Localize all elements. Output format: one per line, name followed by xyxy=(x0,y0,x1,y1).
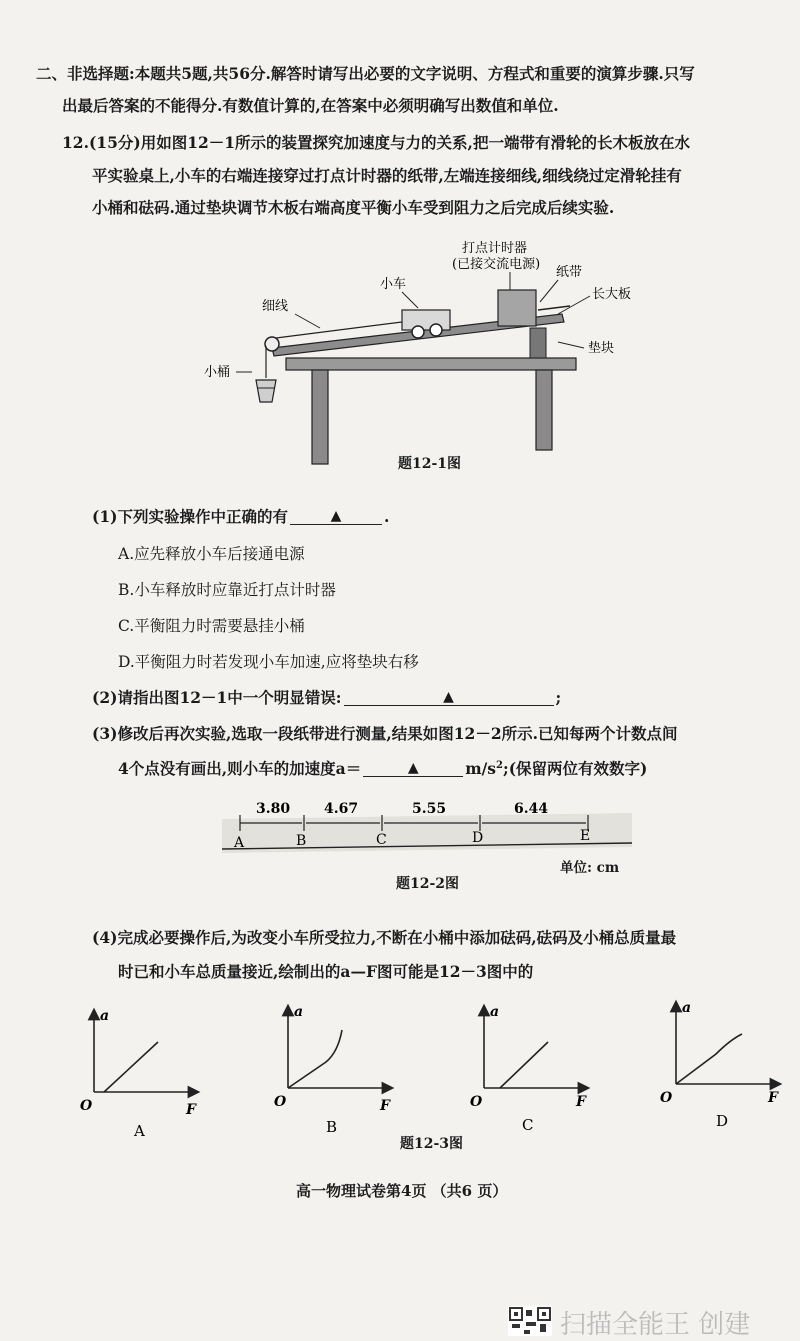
part3-unit: m/s xyxy=(465,759,497,778)
section-instructions-line2: 出最后答案的不能得分.有数值计算的,在答案中必须明确写出数值和单位. xyxy=(62,96,559,115)
graph-a-x-axis: F xyxy=(186,1102,196,1118)
part1-stem-end: . xyxy=(383,507,390,526)
answer-triangle-icon: ▲ xyxy=(443,689,454,705)
option-b: B.小车释放时应靠近打点计时器 xyxy=(118,581,336,599)
timer-label-note: (已接交流电源) xyxy=(452,257,541,272)
apparatus-figure xyxy=(180,230,632,470)
answer-triangle-icon: ▲ xyxy=(330,508,342,524)
tape-point-d: D xyxy=(472,830,484,846)
timer-label: 打点计时器 xyxy=(462,241,528,256)
a-f-graphs-figure xyxy=(70,1000,790,1142)
tape-label: 纸带 xyxy=(556,265,583,280)
tape-point-b: B xyxy=(296,833,307,849)
graph-d-origin: O xyxy=(660,1090,673,1106)
page-footer: 高一物理试卷第4页 （共6 页） xyxy=(296,1182,508,1200)
paper-tape-figure xyxy=(222,785,642,867)
graph-d-label: D xyxy=(716,1112,729,1130)
part3-tail: ;(保留两位有效数字) xyxy=(503,759,648,778)
graph-d-y-axis: a xyxy=(682,1000,692,1016)
tape-segment-ab: 3.80 xyxy=(256,801,291,817)
graph-b-origin: O xyxy=(274,1094,287,1110)
graph-c-y-axis: a xyxy=(490,1004,500,1020)
tape-unit: 单位: cm xyxy=(560,860,620,876)
q12-intro-line1: 12.(15分)用如图12－1所示的装置探究加速度与力的关系,把一端带有滑轮的长木板放在水 xyxy=(62,133,690,152)
q12-part1-stem xyxy=(92,505,389,527)
option-a: A.应先释放小车后接通电源 xyxy=(118,545,305,563)
graph-a-y-axis: a xyxy=(100,1008,110,1024)
part2-stem-text: (2)请指出图12－1中一个明显错误: xyxy=(92,688,342,707)
figure-12-1-caption: 题12-1图 xyxy=(398,456,462,472)
option-d: D.平衡阻力时若发现小车加速,应将垫块右移 xyxy=(118,653,419,671)
part1-answer-blank[interactable] xyxy=(290,505,382,525)
part3-answer-blank[interactable] xyxy=(363,757,463,777)
tape-segment-bc: 4.67 xyxy=(324,801,359,817)
q12-part4-stem2: 时已和小车总质量接近,绘制出的a—F图可能是12－3图中的 xyxy=(118,962,534,981)
q12-intro-line2: 平实验桌上,小车的右端连接穿过打点计时器的纸带,左端连接细线,细线绕过定滑轮挂有 xyxy=(92,166,682,185)
tape-point-a: A xyxy=(234,835,245,851)
scanner-watermark: 扫描全能王 创建 xyxy=(560,1310,751,1340)
car-label: 小车 xyxy=(380,277,407,292)
tape-segment-de: 6.44 xyxy=(514,801,549,817)
tape-point-c: C xyxy=(376,832,387,848)
tape-point-e: E xyxy=(580,828,591,844)
block-label: 垫块 xyxy=(588,341,615,356)
part1-stem-text: (1)下列实验操作中正确的有 xyxy=(92,507,288,526)
q12-part2-stem xyxy=(92,686,561,708)
board-label: 长大板 xyxy=(592,287,632,302)
graph-b-x-axis: F xyxy=(380,1098,390,1114)
graph-c-x-axis: F xyxy=(576,1094,586,1110)
graph-a-origin: O xyxy=(80,1098,93,1114)
graph-c-label: C xyxy=(522,1116,534,1134)
bucket-label: 小桶 xyxy=(204,365,231,380)
graph-a-label: A xyxy=(134,1122,145,1140)
q12-part3-stem2 xyxy=(118,757,647,779)
graph-b-label: B xyxy=(326,1118,338,1136)
figure-12-2-caption: 题12-2图 xyxy=(396,876,460,892)
graph-b-y-axis: a xyxy=(294,1004,304,1020)
part2-stem-end: ; xyxy=(555,688,562,707)
q12-part3-stem: (3)修改后再次实验,选取一段纸带进行测量,结果如图12－2所示.已知每两个计数点间 xyxy=(92,724,678,743)
option-c: C.平衡阻力时需要悬挂小桶 xyxy=(118,617,305,635)
tape-segment-cd: 5.55 xyxy=(412,801,447,817)
part3-unit-exponent: 2 xyxy=(496,759,503,771)
part2-answer-blank[interactable] xyxy=(344,686,554,706)
graph-c-origin: O xyxy=(470,1094,483,1110)
q12-part4-stem: (4)完成必要操作后,为改变小车所受拉力,不断在小桶中添加砝码,砝码及小桶总质量最 xyxy=(92,928,677,947)
part3-stem2-text: 4个点没有画出,则小车的加速度a＝ xyxy=(118,759,362,778)
answer-triangle-icon: ▲ xyxy=(407,760,419,776)
qr-code-icon xyxy=(508,1306,552,1336)
string-label: 细线 xyxy=(262,299,289,314)
figure-12-3-caption: 题12-3图 xyxy=(400,1136,464,1152)
graph-d-x-axis: F xyxy=(768,1090,778,1106)
section-instructions-line1: 二、非选择题:本题共5题,共56分.解答时请写出必要的文字说明、方程式和重要的演算步骤.只写 xyxy=(36,64,695,83)
q12-intro-line3: 小桶和砝码.通过垫块调节木板右端高度平衡小车受到阻力之后完成后续实验. xyxy=(92,198,615,217)
